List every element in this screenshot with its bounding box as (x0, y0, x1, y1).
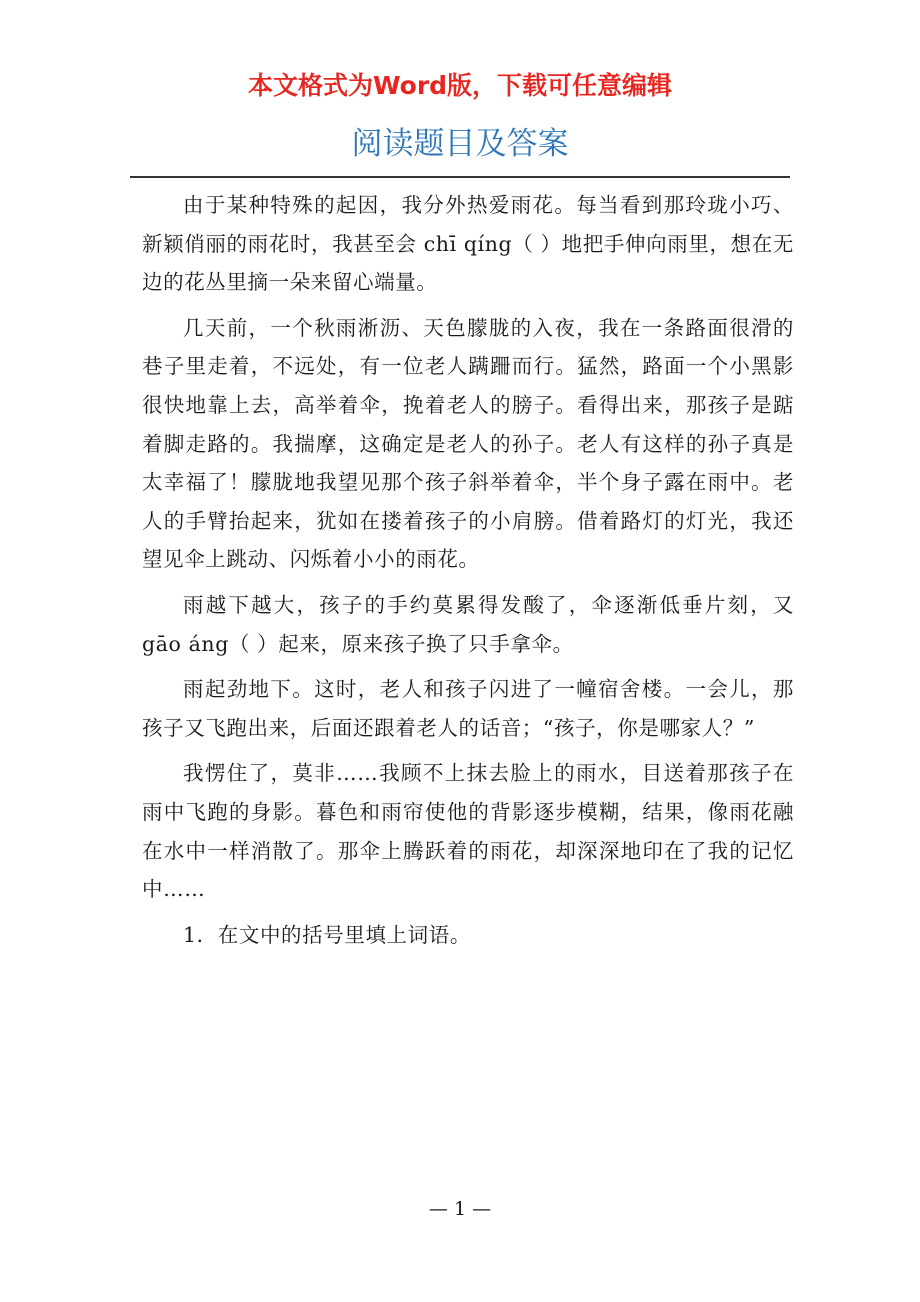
paragraph-3: 雨越下越大，孩子的手约莫累得发酸了，伞逐渐低垂片刻，又 gāo áng（ ）起来，原来孩子换了只手拿伞。 (142, 592, 794, 656)
paragraph-5: 我愣住了，莫非……我顾不上抹去脸上的雨水，目送着那孩子在雨中飞跑的身影。暮色和雨帘使他的背影逐步模糊，结果，像雨花融在水中一样消散了。那伞上腾跃着的雨花，却深深地印在了我的记忆中…… (142, 761, 794, 902)
question-1: 1．在文中的括号里填上词语。 (183, 922, 471, 947)
paragraph-1: 由于某种特殊的起因，我分外热爱雨花。每当看到那玲珑小巧、新颖俏丽的雨花时，我甚至会 chī qíng（ ）地把手伸向雨里，想在无边的花丛里摘一朵来留心端量。 (142, 193, 794, 295)
header-divider (130, 176, 790, 178)
document-body (142, 186, 794, 954)
paragraph-4: 雨起劲地下。这时，老人和孩子闪进了一幢宿舍楼。一会儿，那孩子又飞跑出来，后面还跟着老人的话音；“孩子，你是哪家人？” (142, 677, 794, 740)
format-notice-banner: 本文格式为Word版，下载可任意编辑 (247, 71, 673, 100)
page-number: — 1 — (428, 1198, 492, 1220)
paragraph-2: 几天前，一个秋雨淅沥、天色朦胧的入夜，我在一条路面很滑的巷子里走着，不远处，有一位老人蹒跚而行。猛然，路面一个小黑影很快地靠上去，高举着伞，挽着老人的膀子。看得出来，那孩子是踮着脚走路的。我揣摩，这确定是老人的孙子。老人有这样的孙子真是太幸福了！朦胧地我望见那个孩子斜举着伞，半个身子露在雨中。老人的手臂抬起来，犹如在搂着孩子的小肩膀。借着路灯的灯光，我还望见伞上跳动、闪烁着小小的雨花。 (142, 315, 794, 572)
document-title: 阅读题目及答案 (351, 126, 569, 162)
